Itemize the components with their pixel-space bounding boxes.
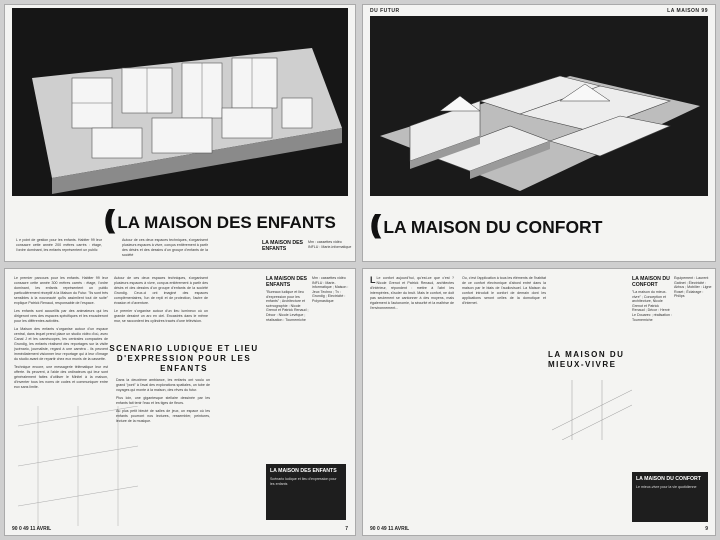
page-number: 7 <box>345 526 348 532</box>
sidebar-credits-2: Mm : cassettes vidéo INFLU : Marie-informatique <box>308 240 352 249</box>
article-column-1: Le premier parcours pour les enfants. Habiter 99 leur consacre cette année 300 mètres carrés : étage, l'ordre dominant, les enfants représentent un public particulièrement réceptif à la Maison du Futur. "Ils sont très sensibles à la nouveauté qu'ils assimilent tout de suite" explique Patrick Renaud, responsable de l'espace. Les enfants sont accueillis par des animateurs qui les dirigeront vers des espaces spécifiques et les encadreront pour les différentes activités. La Maison des enfants s'organise autour d'un espace central, dans lequel prend place un studio vidéo d'où, avec Canal J et les caméscopes, les centrales compactes de Grundig, les enfants réalisent des reportages sur la visite (scénario, journaliste, regard à une caméra - ils peuvent immédiatement visionner leur reportage qui à leur d'image du studio avant de repartir chez eux munis de la cassette. Technique encore, une messagerie télématique leur est offerte. Ils peuvent, à l'aide des ordinateurs qui leur sont généralement faites d'utiliser le Minitel à la maison, d'inventer tous les noms de codes et communiquer entre eux sans limite. <box>14 276 108 389</box>
article-column-2: Ou, c'est l'application à tous les éléments de l'habitat de ce confort électronique d'abord entré dans la maison par le biais de l'audiovisuel. La Maison du confort introduit le confort de demain dont les applications seront celles de la domotique et d'internet. <box>462 276 546 305</box>
page-bottom-right <box>362 268 716 536</box>
section-subhead: LA MAISON DU MIEUX-VIVRE <box>548 350 625 369</box>
sidebar-credits-2: Mm : cassettes vidéo INFLU : Marie-informatique ; Maison : Jeux Techno ; Tv : Grundig ; Electricité : Polymastique <box>312 276 349 303</box>
sidebar-credits-2: Équipement : Laurent Gatinet ; Électricité : Airbus ; Mobilier : Ligne Roset ; Éclairage : Philips <box>674 276 712 299</box>
running-header-left: DU FUTUR <box>370 8 400 14</box>
sidebar-credits: LA MAISON DES ENFANTS "Bureaux ludique et lieu d'expression pour les enfants" ; Architecture et scénographie : Nicole Grenot et Patrick Renaud ; Décor : Nicole Levêque ; réalisation : Tournemiche <box>266 276 309 322</box>
page-bottom-left <box>4 268 356 536</box>
model-photo-kids-house <box>12 8 348 196</box>
page-top-right <box>362 4 716 262</box>
model-photo-comfort-house <box>370 16 708 196</box>
section-subhead: SCENARIO LUDIQUE ET LIEU D'EXPRESSION POUR LES ENFANTS <box>109 344 259 373</box>
folio-left: 90 0 49 11 AVRIL <box>12 526 52 532</box>
interior-sketch <box>552 380 632 440</box>
sidebar-credits: LA MAISON DES ENFANTS <box>262 240 304 252</box>
summary-box: LA MAISON DU CONFORT Le mieux-vivre pour la vie quotidienne <box>632 472 708 522</box>
page-title: (( LA MAISON DES ENFANTS <box>104 204 336 234</box>
summary-box: LA MAISON DES ENFANTS Scénario ludique et lieu d'expression pour les enfants <box>266 464 346 520</box>
page-number: 9 <box>705 526 708 532</box>
article-column-3: Dans la deuxième ambiance, les enfants ont voulu un grand "pont" à l'aval des explorations spatiales, un tube de voyages qui monte à la maison, des rêves du futur. Plus loin, une gigantesque stellaire dessinée par les enfants fait tenir l'eau et les tiges de fleurs. Au plus petit bleuté de salles de jeux, un espace où les enfants pourront nos lectures, ressembler, peintures, lecture de la musique. <box>116 378 210 423</box>
article-column-2: Autour de ces deux espaces techniques, s'organisent plusieurs espaces à vivre, conçus entièrement à partir des désirs et des dessins d'un groupe d'enfants de la société Grundig. Ceux-ci ont imaginé des espaces complémentaires, l'un de repli et de protection, l'autre de évasion et d'aventure. Le premier s'organise autour d'un lieu lumineux où un grande dessiné un arc en ciel. Encastrés dans le même mur, se raccordent les cylindres tracés d'une télévision. <box>114 276 208 323</box>
running-header-right: LA MAISON 99 <box>667 8 708 14</box>
folio-left: 90 0 49 11 AVRIL <box>370 526 410 532</box>
sidebar-credits: LA MAISON DU CONFORT "La maison du mieux-vivre" ; Conception et architecture, Nicole Grenot et Patrick Renaud ; Décor : Hervé Le Douarec ; réalisation : Tournemiche <box>632 276 672 322</box>
page-top-left <box>4 4 356 262</box>
intro-column-1: L e point de gestion pour les enfants. Habiter 99 leur consacre cette année 200 mètres carrés : étage, l'ordre dominant, les enfants représentent un public <box>16 238 102 252</box>
page-title: (( LA MAISON DU CONFORT <box>370 209 603 239</box>
intro-column-2: Autour de ces deux espaces techniques, s'organisent plusieurs espaces à vivre, conçus entièrement à partir des désirs et des dessins d'un groupe d'enfants de la société <box>122 238 208 257</box>
article-column-1: L Le confort aujourd'hui, qu'est-ce que c'est ? Nicole Grenot et Patrick Renaud, architectes d'intérieur, répondent : mettre à l'abri les intempéries, s'isoler du bruit. Mais le confort, ne doit pas seulement se cantonner à des moyens, mais également à l'autonomie, la sécurité et la maîtrise de l'environnement... <box>370 276 454 310</box>
